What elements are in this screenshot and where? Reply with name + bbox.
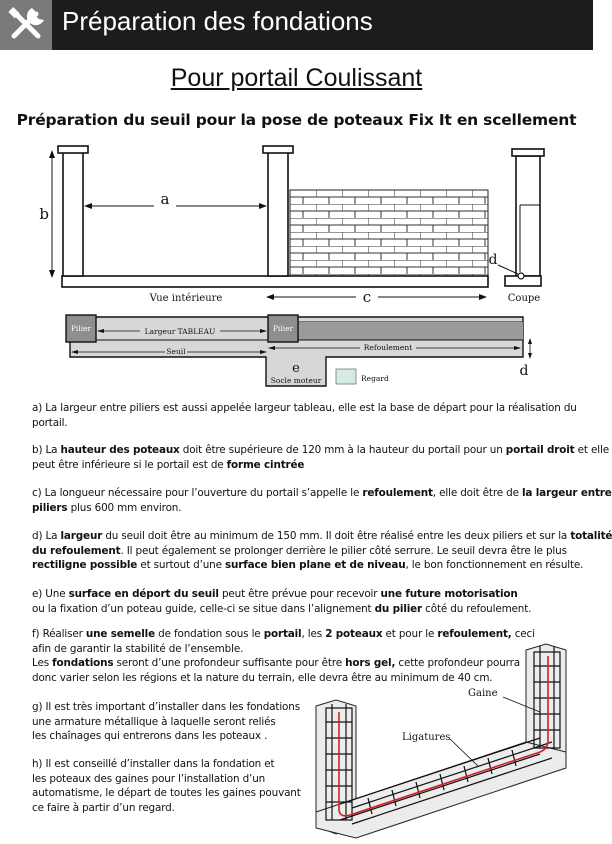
text-run: , le bon fonctionnement en résulte.: [405, 559, 584, 572]
paragraph-a-line: a) La largeur entre piliers est aussi appelée largeur tableau, elle est la base de départ pour la réalisation du: [32, 402, 577, 414]
paragraph-line: [32, 443, 609, 458]
bold-text: hors gel,: [345, 657, 396, 670]
document-title: Pour portail Coulissant: [170, 64, 423, 92]
bold-text: refoulement,: [437, 628, 512, 640]
bold-text: fondations: [52, 657, 114, 670]
bold-text: surface bien plane et de niveau: [225, 559, 406, 572]
header-title: Préparation des fondations: [62, 6, 373, 36]
left-pillar-cap: [58, 146, 88, 153]
paragraph-g: [32, 700, 300, 744]
regard-legend-swatch: [336, 369, 356, 384]
text-run: , les: [301, 628, 326, 640]
paragraph-h-line: h) Il est conseillé d’installer dans la fondation et: [32, 758, 275, 770]
bold-text: piliers: [32, 501, 68, 514]
paragraph-a-line: portail.: [32, 416, 68, 429]
paragraph-b: [32, 443, 609, 472]
text-run: cette profondeur pourra: [395, 657, 520, 670]
label-a: a: [160, 190, 170, 208]
bold-text: hauteur des poteaux: [60, 444, 180, 456]
text-run: et surtout d’une: [137, 559, 225, 572]
text-run: . Il peut également se prolonger derrière le pilier côté serrure. Le seuil devra être le plus: [120, 544, 567, 557]
text-run: donc varier selon les régions et la nature du terrain, elle devra être au minimum de 40 cm.: [32, 671, 493, 684]
paragraph-e: [32, 587, 572, 616]
label-d-plan: d: [519, 363, 529, 379]
text-run: d) La: [32, 530, 61, 542]
paragraph-h-line: les poteaux des gaines pour l’installation d’un: [32, 772, 266, 785]
text-run: ou la fixation d’un poteau guide, celle-ci se situe dans l’alignement: [32, 602, 375, 615]
text-run: seront d’une profondeur suffisante pour être: [113, 657, 346, 670]
label-largeur-tableau: Largeur TABLEAU: [144, 327, 216, 336]
text-run: f) Réaliser: [32, 628, 86, 640]
label-socle-moteur: Socle moteur: [270, 376, 322, 385]
bold-text: du refoulement: [32, 544, 121, 557]
bold-text: rectiligne possible: [32, 559, 138, 572]
bold-text: une future motorisation: [380, 588, 518, 600]
text-run: de fondation sous le: [154, 628, 264, 640]
text-run: afin de garantir la stabilité de l’ensemble.: [32, 642, 244, 655]
label-b: b: [39, 205, 49, 223]
label-ligatures: Ligatures: [402, 732, 451, 743]
text-run: du seuil doit être au minimum de 150 mm. Il doit être réalisé entre les deux piliers et sur la: [102, 530, 571, 542]
paragraph-line: [32, 529, 612, 544]
paragraph-line: [32, 486, 612, 501]
paragraph-h: [32, 757, 300, 815]
bold-text: la largeur entre: [521, 487, 612, 499]
text-run: e) Une: [32, 588, 69, 600]
paragraph-line: [32, 544, 572, 559]
text-run: et pour le: [382, 628, 438, 640]
text-run: Les: [32, 657, 53, 670]
paragraph-line: [32, 501, 572, 516]
text-run: , elle doit être de: [432, 487, 522, 499]
label-e: e: [292, 361, 300, 376]
paragraph-g-line: g) Il est très important d’installer dans les fondations: [32, 701, 300, 713]
label-refoulement: Refoulement: [363, 343, 413, 352]
paragraph-h-line: ce faire à partir d’un regard.: [32, 801, 175, 814]
text-run: c) La longueur nécessaire pour l’ouverture du portail s’appelle le: [32, 487, 363, 499]
text-run: b) La: [32, 444, 61, 456]
bold-text: portail droit: [505, 444, 575, 456]
brick-wall: [290, 190, 488, 276]
left-pillar: [63, 152, 83, 276]
paragraph-c: [32, 486, 612, 515]
label-d-elevation: d: [488, 252, 498, 268]
paragraph-a: [32, 401, 577, 430]
label-regard: Regard: [361, 374, 389, 383]
document-subtitle: Préparation du seuil pour la pose de poteaux Fix It en scellement: [16, 111, 577, 129]
rebar-illustration: [300, 630, 593, 844]
bold-text: totalité: [570, 530, 612, 542]
tools-icon: [0, 0, 52, 50]
label-c: c: [362, 288, 372, 306]
paragraph-line: [32, 458, 572, 473]
text-run: plus 600 mm environ.: [67, 501, 182, 514]
bold-text: surface en déport du seuil: [68, 588, 219, 600]
text-run: peut être prévue pour recevoir: [218, 588, 381, 600]
bold-text: 2 poteaux: [325, 628, 383, 640]
paragraph-line: [32, 602, 572, 617]
elevation-base: [62, 276, 488, 287]
paragraph-line: [32, 587, 572, 602]
coupe-rail: [518, 273, 524, 279]
coupe-cap: [512, 149, 544, 156]
text-run: ceci: [511, 628, 535, 640]
label-vue-interieure: Vue intérieure: [149, 293, 223, 304]
middle-pillar: [268, 152, 288, 276]
paragraph-line: [32, 558, 584, 573]
text-run: côté du refoulement.: [422, 602, 532, 615]
paragraph-h-line: automatisme, le départ de toutes les gaines pouvant: [32, 787, 301, 800]
label-coupe: Coupe: [507, 293, 541, 304]
paragraph-d: [32, 529, 612, 573]
paragraph-g-line: une armature métallique à laquelle seront reliés: [32, 715, 276, 728]
elevation-diagram: [0, 140, 593, 310]
label-seuil: Seuil: [166, 347, 186, 356]
text-run: et elle: [574, 444, 609, 456]
plan-diagram: [0, 310, 593, 390]
bold-text: refoulement: [362, 487, 433, 499]
bold-text: du pilier: [374, 602, 423, 615]
header-bar: [0, 0, 593, 50]
text-run: peut être inférieure si le portail est de: [32, 458, 227, 471]
middle-pillar-cap: [263, 146, 293, 153]
plan-pillar-right-label: Pilier: [272, 324, 294, 333]
paragraph-g-line: les chaînages qui entrerons dans les poteaux .: [32, 730, 268, 743]
bold-text: portail: [263, 628, 302, 640]
bold-text: forme cintrée: [226, 458, 305, 471]
bold-text: largeur: [60, 530, 103, 542]
bold-text: une semelle: [85, 628, 155, 640]
plan-pillar-left-label: Pilier: [70, 324, 92, 333]
text-run: doit être supérieure de 120 mm à la hauteur du portail pour un: [179, 444, 506, 456]
label-gaine: Gaine: [468, 688, 498, 699]
